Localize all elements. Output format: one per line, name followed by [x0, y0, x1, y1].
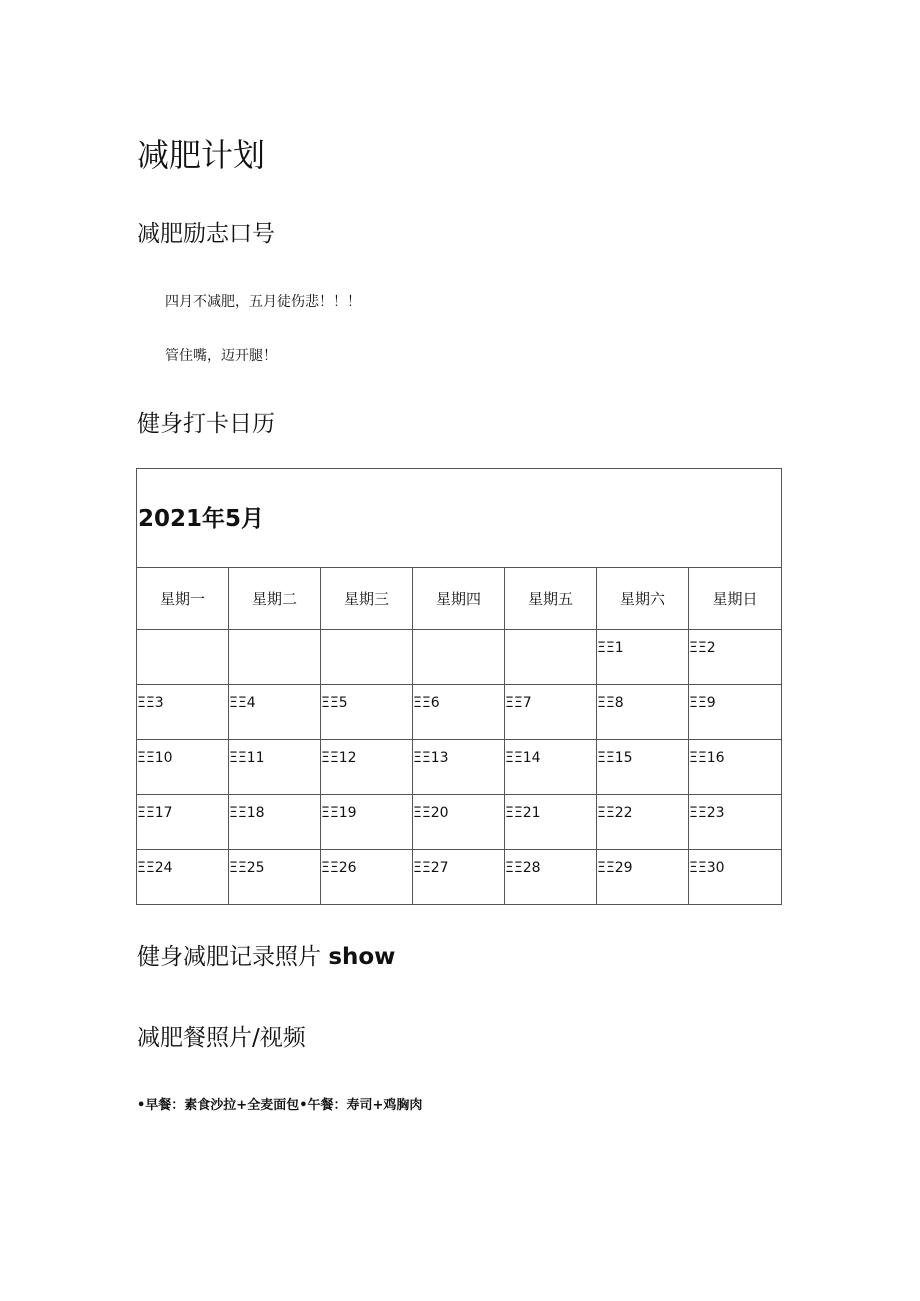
calendar-month-label: 2021年5月 — [138, 506, 265, 532]
meal-heading: 减肥餐照片/视频 — [137, 1025, 306, 1051]
slogan-line: 管住嘴，迈开腿！ — [165, 348, 277, 364]
calendar-day-cell: ΞΞ3 — [137, 685, 229, 739]
calendar-day-cell: ΞΞ19 — [321, 795, 413, 849]
calendar-day-cell: ΞΞ24 — [137, 850, 229, 905]
calendar-day-cell: ΞΞ20 — [413, 795, 505, 849]
calendar-day-cell: ΞΞ9 — [689, 695, 716, 711]
calendar-day-cell: ΞΞ29 — [597, 850, 689, 905]
calendar-week-row — [137, 630, 781, 685]
calendar-day-cell: ΞΞ2 — [689, 640, 716, 656]
calendar-day-cell: ΞΞ27 — [413, 850, 505, 905]
photo-record-heading-text: 健身减肥记录照片 — [137, 944, 321, 970]
calendar-day-cell: ΞΞ15 — [597, 740, 689, 794]
calendar-week-row — [137, 685, 781, 740]
calendar-day-cell: ΞΞ5 — [321, 685, 413, 739]
calendar-day-cell: ΞΞ1 — [597, 630, 689, 684]
calendar-day-cell: ΞΞ12 — [321, 740, 413, 794]
calendar-week-row — [137, 795, 781, 850]
calendar-day-cell: ΞΞ16 — [689, 750, 725, 766]
slogan-heading: 减肥励志口号 — [137, 221, 275, 247]
calendar-heading: 健身打卡日历 — [137, 411, 275, 437]
slogan-line: 四月不减肥，五月徒伤悲！！！ — [165, 294, 361, 310]
calendar-day-cell: ΞΞ8 — [597, 685, 689, 739]
calendar-day-cell: ΞΞ26 — [321, 850, 413, 905]
calendar-empty-cell — [137, 630, 229, 684]
weekday-header: 星期五 — [505, 567, 597, 629]
weekday-header: 星期四 — [413, 567, 505, 629]
weekday-header: 星期二 — [229, 567, 321, 629]
checkin-calendar — [136, 468, 782, 905]
page-title: 减肥计划 — [137, 136, 266, 174]
calendar-grid — [137, 567, 781, 904]
calendar-month-header — [137, 469, 781, 568]
calendar-day-cell: ΞΞ21 — [505, 795, 597, 849]
calendar-empty-cell — [321, 630, 413, 684]
meal-list: •早餐：素食沙拉+全麦面包•午餐：寿司+鸡胸肉 — [137, 1098, 423, 1113]
weekday-header: 星期三 — [321, 567, 413, 629]
weekday-header: 星期一 — [137, 567, 229, 629]
weekday-header: 星期日 — [712, 589, 758, 608]
calendar-empty-cell — [229, 630, 321, 684]
weekday-header: 星期六 — [597, 567, 689, 629]
calendar-day-cell: ΞΞ28 — [505, 850, 597, 905]
calendar-day-cell: ΞΞ10 — [137, 740, 229, 794]
calendar-week-row — [137, 850, 781, 905]
calendar-week-row — [137, 740, 781, 795]
calendar-day-cell: ΞΞ25 — [229, 850, 321, 905]
calendar-day-cell: ΞΞ18 — [229, 795, 321, 849]
calendar-day-cell: ΞΞ22 — [597, 795, 689, 849]
calendar-day-cell: ΞΞ13 — [413, 740, 505, 794]
calendar-day-cell: ΞΞ11 — [229, 740, 321, 794]
calendar-day-cell: ΞΞ14 — [505, 740, 597, 794]
photo-record-heading — [137, 942, 395, 972]
calendar-day-cell: ΞΞ6 — [413, 685, 505, 739]
calendar-day-cell: ΞΞ7 — [505, 685, 597, 739]
calendar-empty-cell — [413, 630, 505, 684]
calendar-day-cell: ΞΞ23 — [689, 805, 725, 821]
calendar-empty-cell — [505, 630, 597, 684]
calendar-day-cell: ΞΞ17 — [137, 795, 229, 849]
weekday-header-row — [137, 567, 781, 630]
photo-record-heading-show: show — [328, 944, 396, 970]
calendar-day-cell: ΞΞ4 — [229, 685, 321, 739]
calendar-day-cell: ΞΞ30 — [689, 860, 725, 876]
